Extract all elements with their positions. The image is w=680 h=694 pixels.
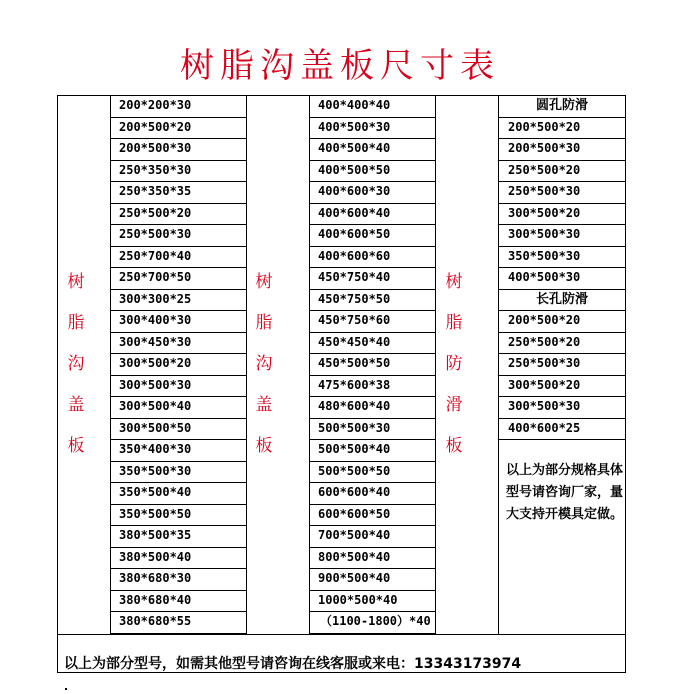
label-char: 脂: [255, 313, 273, 333]
label-char: 盖: [255, 395, 273, 415]
size-cell: 300*400*30: [119, 313, 192, 327]
size-cell: 200*500*20: [508, 313, 581, 327]
size-cell: 500*500*30: [318, 420, 391, 435]
size-cell: 250*700*50: [119, 270, 192, 284]
size-cell: 200*500*30: [508, 141, 581, 155]
size-cell: 600*600*40: [318, 485, 391, 499]
size-cell: 250*500*30: [508, 356, 581, 370]
label-char: 滑: [445, 395, 463, 415]
size-cell: 450*750*40: [318, 270, 391, 284]
size-cell: 700*500*40: [318, 528, 391, 542]
size-cell: 200*500*20: [508, 119, 581, 134]
size-cell: 200*500*20: [119, 119, 192, 134]
size-cell: 250*500*30: [119, 227, 192, 241]
size-cell: 300*500*30: [119, 377, 192, 392]
size-cell: 380*680*30: [119, 571, 192, 585]
size-cell: 350*500*30: [119, 463, 192, 478]
label-char: 板: [67, 436, 85, 456]
size-cell: 400*600*40: [318, 205, 391, 220]
section-label-1: [61, 262, 91, 467]
size-cell: 350*500*40: [119, 485, 192, 499]
size-cell: 900*500*40: [318, 571, 391, 585]
size-cell: 450*750*60: [318, 313, 391, 327]
size-cell: 380*680*55: [119, 614, 192, 628]
label-char: 防: [445, 354, 463, 374]
label-char: 板: [445, 436, 463, 456]
subsection-title: 圆孔防滑: [535, 98, 588, 113]
size-cell: 450*750*50: [318, 291, 391, 306]
size-cell: 300*500*30: [508, 227, 581, 241]
size-cell: 300*500*40: [119, 399, 192, 413]
label-char: 板: [255, 436, 273, 456]
size-cell: 350*400*30: [119, 442, 192, 456]
size-cell: 800*500*40: [318, 549, 391, 564]
size-cell: 250*350*35: [119, 184, 192, 198]
size-cell: 400*600*25: [508, 420, 581, 435]
size-cell: 380*500*40: [119, 549, 192, 564]
divider: [435, 95, 436, 634]
size-cell: 250*350*30: [119, 162, 192, 177]
size-cell: 300*450*30: [119, 334, 192, 349]
size-cell: 380*500*35: [119, 528, 192, 542]
page-title: 树脂沟盖板尺寸表: [180, 46, 500, 86]
size-cell: 300*500*30: [508, 399, 581, 413]
label-char: 脂: [445, 313, 463, 333]
size-cell: 1000*500*40: [318, 592, 398, 607]
size-cell: 300*500*20: [119, 356, 192, 370]
decorative-dot: [65, 688, 67, 690]
size-cell: 480*600*40: [318, 399, 391, 413]
size-cell: 300*500*20: [508, 377, 581, 392]
section-label-3: [439, 262, 469, 467]
size-cell: 400*500*30: [318, 119, 391, 134]
subsection-title: 长孔防滑: [535, 291, 588, 307]
label-char: 树: [445, 272, 463, 292]
size-cell: 500*500*50: [318, 463, 391, 478]
size-cell: 300*500*20: [508, 205, 581, 220]
size-cell: 350*500*50: [119, 506, 192, 521]
size-cell: 380*680*40: [119, 592, 192, 607]
section-label-2: [249, 262, 279, 467]
size-cell: 400*500*30: [508, 270, 581, 284]
label-char: 树: [67, 272, 85, 292]
size-cell: 250*700*40: [119, 248, 192, 263]
divider: [57, 634, 626, 635]
size-cell: （1100-1800）*40: [320, 614, 431, 628]
divider: [246, 95, 247, 634]
contact-footer: 以上为部分型号，如需其他型号请咨询在线客服或来电：13343173974: [64, 656, 522, 672]
label-char: 沟: [255, 354, 273, 374]
size-cell: 500*500*40: [318, 442, 391, 456]
size-cell: 600*600*50: [318, 506, 391, 521]
size-cell: 250*500*20: [508, 162, 581, 177]
size-cell: 450*500*50: [318, 356, 391, 370]
size-cell: 450*450*40: [318, 334, 391, 349]
size-cell: 200*500*30: [119, 141, 192, 155]
size-cell: 350*500*30: [508, 248, 581, 263]
size-cell: 250*500*30: [508, 184, 581, 198]
size-cell: 250*500*20: [508, 334, 581, 349]
size-cell: 300*500*50: [119, 420, 192, 435]
label-char: 脂: [67, 313, 85, 333]
size-cell: 300*300*25: [119, 291, 192, 306]
label-char: 盖: [67, 395, 85, 415]
size-cell: 400*400*40: [318, 98, 391, 112]
size-cell: 400*600*60: [318, 248, 391, 263]
size-cell: 400*600*50: [318, 227, 391, 241]
row-divider: [309, 633, 435, 634]
label-char: 沟: [67, 354, 85, 374]
size-cell: 475*600*38: [318, 377, 391, 392]
size-cell: 200*200*30: [119, 98, 192, 112]
row-divider: [498, 439, 626, 440]
divider: [309, 95, 310, 634]
label-char: 树: [255, 272, 273, 292]
size-cell: 250*500*20: [119, 205, 192, 220]
divider: [498, 95, 499, 634]
size-cell: 400*500*50: [318, 162, 391, 177]
divider: [110, 95, 111, 634]
size-cell: 400*600*30: [318, 184, 391, 198]
row-divider: [110, 633, 246, 634]
spec-note: 以上为部分规格具体型号请咨询厂家，量大支持开模具定做。: [506, 463, 624, 522]
size-cell: 400*500*40: [318, 141, 391, 155]
